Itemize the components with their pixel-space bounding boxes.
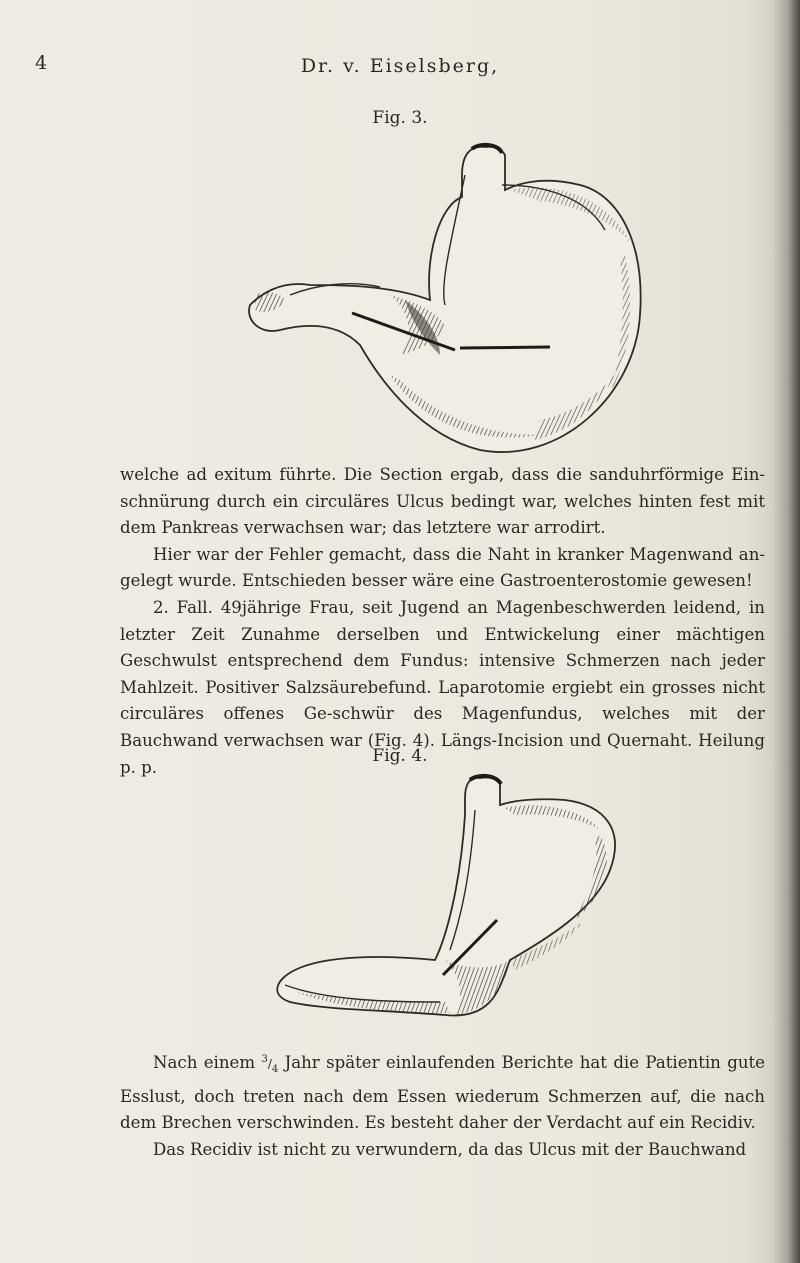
figure-3-stomach-illustration (240, 135, 670, 465)
paragraph-4 (120, 1047, 765, 1137)
paragraph-3: 2. Fall. 49jährige Frau, seit Jugend an Magenbeschwerden leidend, in letzter Zeit Zunahme derselben und Entwickelung einer mächtigen Geschwulst entsprechend dem Fundus: intensive Schmerzen nach jeder Mahlzeit. Positiver Salzsäurebefund. Laparotomie ergiebt ein grosses nicht circuläres offenes Ge-schwür des Magenfundus, welches mit der Bauchwand verwachsen war (Fig. 4). Längs-Incision und Quernaht. Heilung p. p. (120, 597, 765, 777)
paragraph-4-rest: Jahr später einlaufenden Berichte hat die Patientin gute Esslust, doch treten nach dem Essen wiederum Schmerzen auf, die nach dem Brechen verschwinden. Es besteht daher der Verdacht auf ein Recidiv. (120, 1053, 765, 1133)
running-head: Dr. v. Eiselsberg, (300, 55, 500, 77)
figure-4-caption: Fig. 4. (372, 746, 428, 766)
paragraph-1: welche ad exitum führte. Die Section ergab, dass die sanduhrförmige Ein-schnürung durch ein circuläres Ulcus bedingt war, welches hinten fest mit dem Pankreas verwachsen war; das letztere war arrodirt. (120, 465, 765, 538)
fraction-numerator: 3 (261, 1054, 268, 1065)
fraction-denominator: 4 (271, 1064, 279, 1075)
page-number: 4 (35, 52, 48, 74)
paragraph-2: Hier war der Fehler gemacht, dass die Naht in kranker Magenwand an-gelegt wurde. Entschieden besser wäre eine Gastroenterostomie gewesen! (120, 544, 765, 591)
paragraph-4-start: Nach einem (153, 1053, 262, 1072)
page-edge-shadow (772, 0, 800, 1263)
figure-4-stomach-illustration (265, 770, 645, 1040)
fraction: $^3/_4$ (261, 1054, 279, 1075)
paragraph-5: Das Recidiv ist nicht zu verwundern, da das Ulcus mit der Bauchwand (153, 1139, 747, 1159)
figure-3-caption: Fig. 3. (372, 108, 428, 128)
body-text-top (120, 462, 765, 781)
body-text-bottom (120, 1047, 765, 1163)
